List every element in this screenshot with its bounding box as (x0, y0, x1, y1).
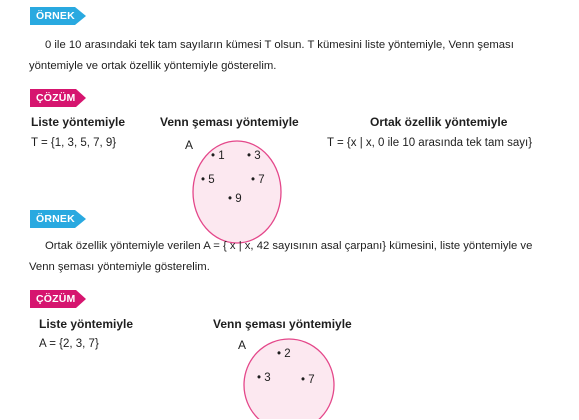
example-text-line-2: yöntemiyle ve ortak özellik yöntemiyle gösterelim. (29, 60, 277, 72)
solution-tag-label: ÇÖZÜM (36, 293, 76, 305)
example-tag (30, 209, 88, 229)
list-method-value: T = {1, 3, 5, 7, 9} (31, 137, 117, 149)
example-tag (30, 6, 88, 26)
example-tag-label: ÖRNEK (36, 213, 75, 225)
venn-element: • 3 (257, 372, 271, 384)
venn-element: • 7 (301, 374, 315, 386)
example-text-line-1: Ortak özellik yöntemiyle verilen A = { x | x, 42 sayısının asal çarpanı} kümesini, liste yöntemiyle ve (45, 240, 533, 252)
solution-tag (30, 289, 88, 309)
venn-method-heading: Venn şeması yöntemiyle (213, 317, 352, 331)
venn-element: • 1 (211, 150, 225, 162)
venn-ellipse (192, 140, 282, 244)
venn-set-label: A (185, 138, 194, 152)
property-method-value: T = {x | x, 0 ile 10 arasında tek tam sayı} (327, 137, 533, 149)
example-text-line-2: Venn şeması yöntemiyle gösterelim. (29, 261, 210, 273)
venn-diagram (243, 337, 335, 419)
solution-tag-label: ÇÖZÜM (36, 92, 76, 104)
venn-element: • 2 (277, 348, 291, 360)
list-method-heading: Liste yöntemiyle (31, 115, 126, 129)
property-method-heading: Ortak özellik yöntemiyle (370, 115, 508, 129)
venn-element: • 3 (247, 150, 261, 162)
venn-element: • 7 (251, 174, 265, 186)
example-tag-label: ÖRNEK (36, 10, 75, 22)
venn-element: • 9 (228, 193, 242, 205)
venn-set-label: A (238, 338, 247, 352)
venn-diagram (192, 140, 282, 244)
venn-method-heading: Venn şeması yöntemiyle (160, 115, 299, 129)
list-method-value: A = {2, 3, 7} (39, 338, 99, 350)
venn-element: • 5 (201, 174, 215, 186)
solution-tag (30, 88, 88, 108)
example-text-line-1: 0 ile 10 arasındaki tek tam sayıların kümesi T olsun. T kümesini liste yöntemiyle, Venn şeması (45, 39, 514, 51)
list-method-heading: Liste yöntemiyle (39, 317, 134, 331)
